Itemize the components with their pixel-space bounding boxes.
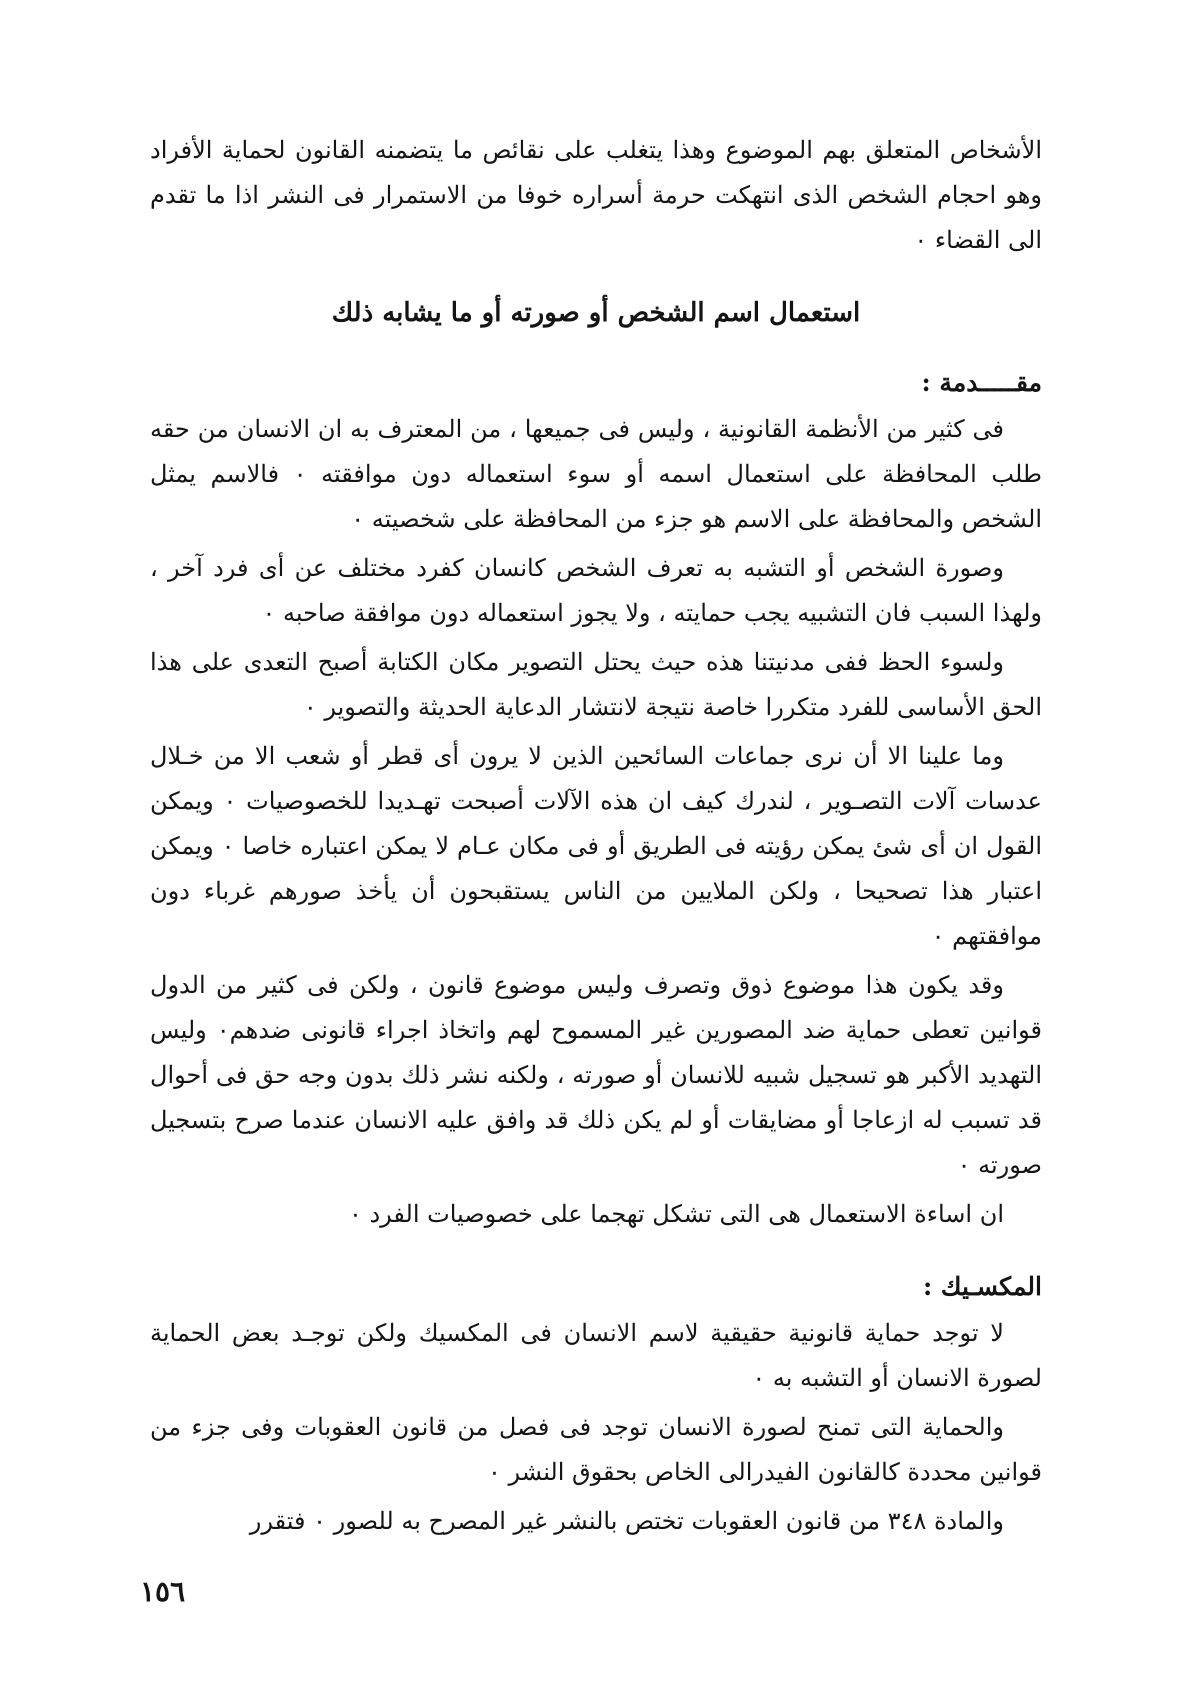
intro-paragraph: الأشخاص المتعلق بهم الموضوع وهذا يتغلب على نقائص ما يتضمنه القانون لحماية الأفراد وهو احجام الشخص الذى انتهكت حرمة أسراره خوفا من الاستمرار فى النشر اذا ما تقدم الى القضاء ٠ — [150, 136, 1042, 254]
introduction-paragraph-5: وقد يكون هذا موضوع ذوق وتصرف وليس موضوع قانون ، ولكن فى كثير من الدول قوانين تعطى حماية ضد المصورين غير المسموح لهم واتخاذ اجراء قانونى ضدهم٠ وليس التهديد الأكبر هو تسجيل شبيه للانسان أو صورته ، ولكنه نشر ذلك بدون وجه حق فى أحوال قد تسبب له ازعاجا أو مضايقات أو لم يكن ذلك قد وافق عليه الانسان عندما صرح بتسجيل صورته ٠ — [150, 971, 1042, 1179]
mexico-paragraph-3: والمادة ٣٤٨ من قانون العقوبات تختص بالنشر غير المصرح به للصور ٠ فتقرر — [249, 1507, 1004, 1535]
introduction-heading: مقـــــدمة : — [921, 368, 1042, 397]
introduction-paragraph-1: فى كثير من الأنظمة القانونية ، وليس فى جميعها ، من المعترف به ان الانسان من حقه طلب المحافظة على استعمال اسمه أو سوء استعماله دون موافقته ٠ فالاسم يمثل الشخص والمحافظة على الاسم هو جزء من المحافظة على شخصيته ٠ — [150, 415, 1042, 533]
mexico-paragraph-2: والحماية التى تمنح لصورة الانسان توجد فى فصل من قانون العقوبات وفى جزء من قوانين محددة كالقانون الفيدرالى الخاص بحقوق النشر ٠ — [150, 1413, 1042, 1486]
introduction-paragraph-2: وصورة الشخص أو التشبه به تعرف الشخص كانسان كفرد مختلف عن أى فرد آخر ، ولهذا السبب فان التشبيه يجب حمايته ، ولا يجوز استعماله دون موافقة صاحبه ٠ — [150, 554, 1042, 627]
mexico-heading: المكسـيك : — [923, 1272, 1042, 1301]
mexico-paragraph-1: لا توجد حماية قانونية حقيقية لاسم الانسان فى المكسيك ولكن توجـد بعض الحماية لصورة الانسان أو التشبه به ٠ — [150, 1319, 1042, 1392]
introduction-paragraph-4: وما علينا الا أن نرى جماعات السائحين الذين لا يرون أى قطر أو شعب الا من خـلال عدسات آلات التصـوير ، لندرك كيف ان هذه الآلات أصبحت تهـديدا للخصوصيات ٠ ويمكن القول ان أى شئ يمكن رؤيته فى الطريق أو فى مكان عـام لا يمكن اعتباره خاصا ٠ ويمكن اعتبار هذا تصحيحا ، ولكن الملايين من الناس يستقبحون أن يأخذ صورهم غرباء دون موافقتهم ٠ — [150, 742, 1043, 950]
page-number: ١٥٦ — [140, 1575, 186, 1608]
introduction-paragraph-6: ان اساءة الاستعمال هى التى تشكل تهجما على خصوصيات الفرد ٠ — [348, 1200, 1004, 1228]
section-title: استعمال اسم الشخص أو صورته أو ما يشابه ذلك — [331, 298, 861, 328]
introduction-paragraph-3: ولسوء الحظ ففى مدنيتنا هذه حيث يحتل التصوير مكان الكتابة أصبح التعدى على هذا الحق الأساسى للفرد متكررا خاصة نتيجة لانتشار الدعاية الحديثة والتصوير ٠ — [150, 648, 1042, 721]
